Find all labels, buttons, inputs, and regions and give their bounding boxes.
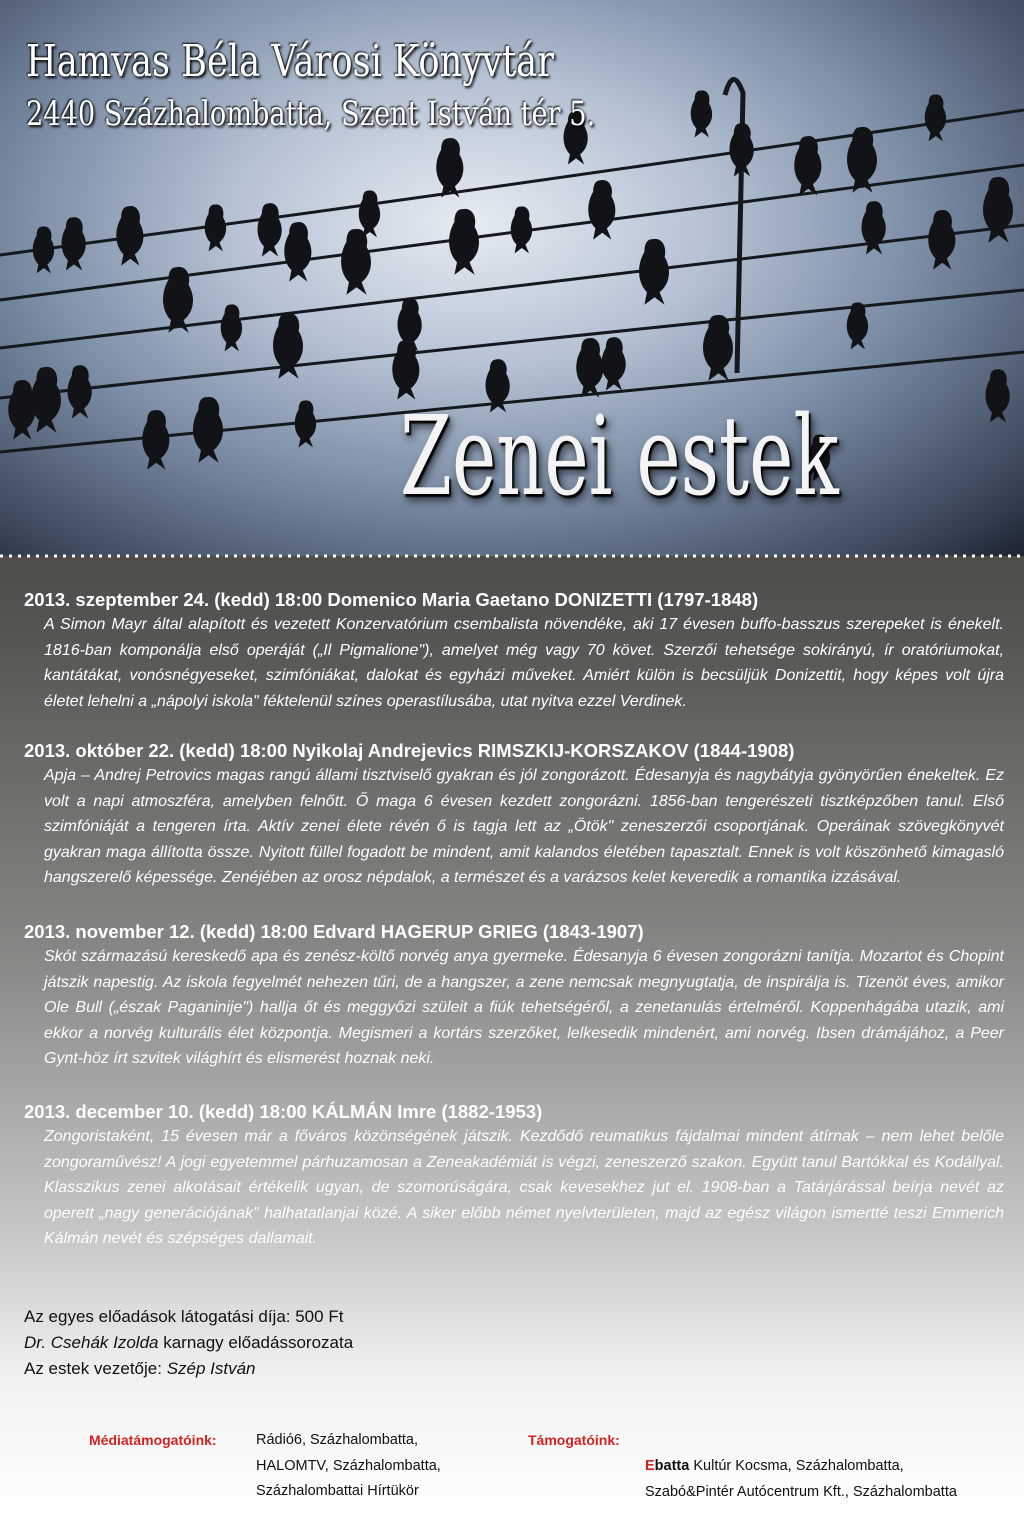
bird-icon <box>449 209 479 275</box>
host-name: Szép István <box>166 1359 256 1378</box>
bird-icon <box>576 338 603 398</box>
bird-icon <box>588 180 615 240</box>
event-description: Skót származású kereskedő apa és zenész-költő norvég anya gyermeke. Édesanyja 6 évesen zongorázni tanítja. Mozartot és Chopint játszik napestig. Az iskola fegyelmét nehezen tűri, de a hangszer, a zene nemcsak megnyugtatja, de inspirálja is. Tizenöt éves, amikor Ole Bull („észak Paganinije") hallja őt és meggyőzi szüleit a fiúk tehetségéről, a zenetanulás értelméről. Koppenhágába utazik, ami ekkor a norvég kulturális élet központja. Megismeri a kortárs szerzőket, lelkesedik mindenért, ami norvég. Ibsen drámájához, a Peer Gynt-höz írt szvitek világhírt és elismerést hoznak neki. <box>44 948 1004 1067</box>
event-grieg <box>24 920 1004 1072</box>
bird-icon <box>193 397 223 463</box>
supporters-label: Támogatóink: <box>528 1432 620 1448</box>
event-heading: 2013. október 22. (kedd) 18:00 Nyikolaj Andrejevics RIMSZKIJ-KORSZAKOV (1844-1908) <box>24 740 795 761</box>
supporters-list <box>645 1454 957 1505</box>
host-line <box>24 1356 353 1382</box>
event-description: Zongoristaként, 15 évesen már a főváros közönségének játszik. Kezdődő reumatikus fájdalmai mindent átírnak – nem lehet belőle zongoraművész! A jogi egyetemmel párhuzamosan a Zeneakadémiát is végzi, zeneszerző szakon. Együtt tanul Bartókkal és Kodállyal. Klasszikus zenei alkotásait értékelik ugyan, de szomorúságára, csak kevesekhez jut el. 1908-ban a Tatárjárással beírja nevét az operett „nagy generációjának" halhatatlanjai közé. A siker előbb német nyelvterületen, majd az egész világon ismertté teszi Emmerich Kálmán nevét és szépséges dallamait. <box>44 1128 1004 1247</box>
ebatta-logo-rest: batta <box>654 1458 690 1474</box>
bird-icon <box>602 337 626 390</box>
media-sponsor: Százhalombattai Hírtükör <box>256 1483 419 1499</box>
bird-icon <box>295 400 316 447</box>
bird-icon <box>511 206 532 253</box>
ebatta-logo-e: E <box>645 1458 655 1474</box>
supporter-szabo-pinter: Szabó&Pintér Autócentrum Kft., Százhalombatta <box>645 1483 957 1500</box>
bird-icon <box>221 304 242 351</box>
bird-icon <box>284 222 311 282</box>
bird-icon <box>730 123 754 176</box>
media-sponsor: Rádió6, Százhalombatta, <box>256 1432 419 1448</box>
bird-icon <box>62 217 86 270</box>
lecturer-name: Dr. Csehák Izolda <box>24 1333 159 1352</box>
bird-icon <box>392 340 419 400</box>
bird-icon <box>116 206 143 266</box>
media-sponsor: HALOMTV, Százhalombatta, <box>256 1457 441 1474</box>
bird-icon <box>794 136 821 196</box>
bird-icon <box>205 204 226 251</box>
event-donizetti <box>24 588 1004 714</box>
bird-icon <box>142 410 169 470</box>
media-sponsors-label: Médiatámogatóink: <box>89 1432 217 1448</box>
event-description: A Simon Mayr által alapított és vezetett Konzervatórium csembalista növendéke, aki 17 évesen buffo-basszus szerepeket is énekelt. 1816-ban komponálja első operáját („Il Pigmalione"), amelyet még vagy 70 követ. Szerzői tehetsége sokirányú, ír oratóriumokat, kantátákat, vonósnégyeseket, szimfóniákat, dalokat és egyházi műveket. Amiért külön is becsüljük Donizettit, hogy képes volt újra életet lehelni a „nápolyi iskola" féktelenül színes operastílusába, utat nyitva ezzel Verdinek. <box>44 616 1004 710</box>
event-kalman <box>24 1100 1004 1252</box>
bird-icon <box>258 203 282 256</box>
bird-icon <box>703 315 733 381</box>
dotted-divider <box>0 552 1024 560</box>
bird-icon <box>639 239 669 305</box>
event-rimszkij-korszakov <box>24 739 1004 891</box>
bird-icon <box>847 302 868 349</box>
bird-icon <box>33 226 54 273</box>
library-name: Hamvas Béla Városi Könyvtár <box>26 36 554 87</box>
event-heading: 2013. szeptember 24. (kedd) 18:00 Domenico Maria Gaetano DONIZETTI (1797-1848) <box>24 589 759 610</box>
series-text: karnagy előadássorozata <box>158 1333 354 1352</box>
event-description: Apja – Andrej Petrovics magas rangú állami tisztviselő gyakran és jól zongorázott. Édesanyja és nagybátyja gyönyörűen énekeltek. Ez volt a napi atmoszféra, amelyben felnőtt. Ő maga 6 évesen kezdett zongorázni. 1856-ban tengerészeti tisztképzőben tanul. Első szimfóniáját a tengeren írta. Aktív zenei élete révén ő is tagja lett az „Ötök" zeneszerzői csoportjának. Operáinak szövegkönyvét gyakran maga állította össze. Nyitott füllel fogadott be mindent, amit kalandos életében tapasztalt. Ennek is volt köszönhető kimagasló hangszerelő képessége. Zenéjében az orosz népdalok, a természet és a varázsos kelet keveredik a romantika izzásával. <box>44 767 1004 886</box>
library-address: 2440 Százhalombatta, Szent István tér 5. <box>26 94 596 134</box>
bird-icon <box>862 201 886 254</box>
event-heading: 2013. november 12. (kedd) 18:00 Edvard HAGERUP GRIEG (1843-1907) <box>24 921 644 942</box>
host-label: Az estek vezetője: <box>24 1359 167 1378</box>
footer-info <box>24 1304 353 1382</box>
supporter-ebatta <box>645 1454 957 1480</box>
bird-icon <box>68 365 92 418</box>
bird-icon <box>983 177 1013 243</box>
lecture-series-line <box>24 1330 353 1356</box>
bird-icon <box>691 90 712 137</box>
bird-icon <box>31 367 61 433</box>
hero-image <box>0 0 1024 556</box>
bird-icon <box>436 138 463 198</box>
bird-icon <box>341 229 371 295</box>
media-sponsors-list <box>256 1428 441 1505</box>
event-heading: 2013. december 10. (kedd) 18:00 KÁLMÁN Imre (1882-1953) <box>24 1101 543 1122</box>
bird-icon <box>986 369 1010 422</box>
supporter-text: Kultúr Kocsma, Százhalombatta, <box>689 1458 904 1474</box>
poster-title: Zenei estek <box>400 392 839 520</box>
bird-icon <box>8 380 35 440</box>
bird-icon <box>925 94 946 141</box>
bird-icon <box>928 210 955 270</box>
admission-fee: Az egyes előadások látogatási díja: 500 Ft <box>24 1307 344 1326</box>
